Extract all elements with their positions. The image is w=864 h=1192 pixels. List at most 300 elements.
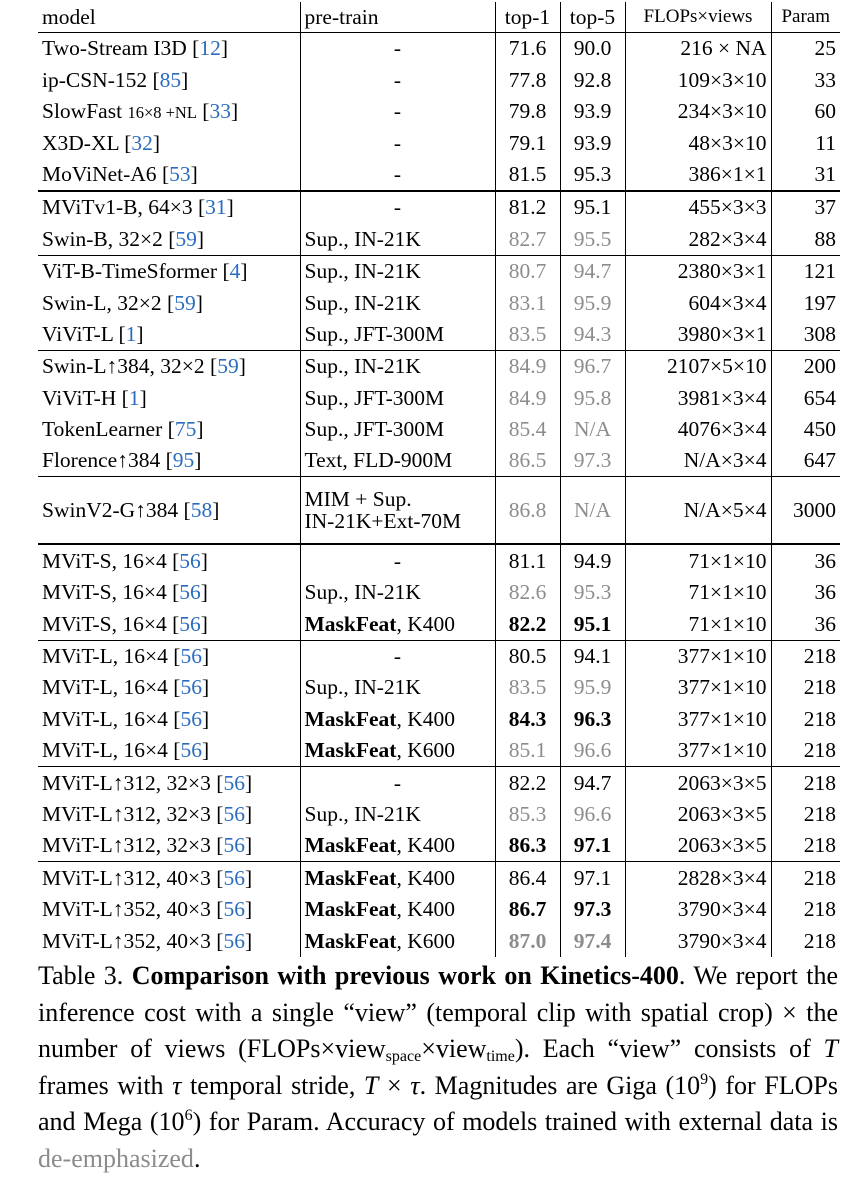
cell-flops: 109×3×10 — [625, 64, 771, 95]
cell-param: 11 — [771, 127, 840, 158]
cell-top5: 94.3 — [560, 319, 625, 351]
cell-model: MViT-L, 16×4 [56] — [42, 706, 210, 731]
cell-model: Two-Stream I3D [12] — [42, 36, 228, 61]
model-name: MViT-L↑312, 32×3 — [42, 802, 211, 826]
pretrain-text: , K400 — [396, 865, 455, 890]
cell-flops: 71×1×10 — [625, 608, 771, 640]
pretrain-method: MaskFeat — [304, 611, 397, 636]
cell-param: 36 — [771, 608, 840, 640]
cell-flops: 2063×3×5 — [625, 767, 771, 799]
cell-pretrain — [300, 33, 495, 65]
citation: 56 — [223, 770, 245, 795]
pretrain-text: - — [393, 67, 402, 92]
pretrain-text: - — [393, 161, 402, 186]
cell-top5: 96.6 — [560, 799, 625, 830]
results-table-container — [38, 2, 840, 957]
cell-flops: 377×1×10 — [625, 640, 771, 672]
cell-top1: 84.3 — [495, 703, 560, 734]
cell-top1: 86.4 — [495, 862, 560, 894]
cell-top5: 93.9 — [560, 96, 625, 127]
caption-title: Comparison with previous work on Kinetics-400 — [131, 961, 679, 990]
cell-model: MViTv1-B, 64×3 [31] — [38, 191, 300, 223]
cell-model: X3D-XL [32] — [42, 130, 161, 155]
cell-flops: 3790×3×4 — [625, 894, 771, 925]
cell-model: ViViT-H [1] — [42, 385, 147, 410]
cell-pretrain — [300, 477, 495, 545]
cell-model: Swin-L↑384, 32×2 [59] — [38, 350, 300, 382]
cell-model: ViViT-L [1] — [42, 321, 144, 346]
cell-pretrain — [300, 64, 495, 95]
citation: 56 — [179, 548, 201, 573]
cell-param: 218 — [771, 767, 840, 799]
table-row — [38, 414, 840, 445]
pretrain-text: Sup., IN-21K — [304, 226, 421, 251]
cell-param: 218 — [771, 640, 840, 672]
cell-flops: 377×1×10 — [625, 703, 771, 734]
cell-model: MViT-L↑312, 32×3 [56] — [38, 767, 300, 799]
cell-param: 60 — [771, 96, 840, 127]
cell-top1: 83.5 — [495, 319, 560, 351]
table-caption: Table 3. Comparison with previous work on Kinetics-400. We report the inference cost with a single “view” (temporal clip with spatial crop) × the number of views (FLOPs×view$_{space}$×view$_{time}$). Each “view” consists of T frames with τ temporal stride, T × τ. Magnitudes are Giga $(10^9)$ for FLOPs and Mega $(10^6)$ for Param. Accuracy of models trained with external data is de-emphasized. — [38, 961, 839, 1173]
table-row — [38, 96, 840, 127]
cell-pretrain — [300, 414, 495, 445]
cell-flops: 3981×3×4 — [625, 382, 771, 413]
cell-param: 218 — [771, 799, 840, 830]
cell-model: MViT-L↑352, 40×3 [56] — [42, 928, 253, 953]
cell-top5: 95.9 — [560, 672, 625, 703]
model-name: SlowFast — [42, 99, 123, 124]
model-name: Swin-B, 32×2 — [42, 226, 163, 251]
cell-flops: 3980×3×1 — [625, 319, 771, 351]
model-name: MViT-L↑312, 32×3 — [42, 833, 211, 858]
caption-label: Table 3. — [38, 961, 124, 990]
cell-top1: 79.1 — [495, 127, 560, 158]
pretrain-text: , K400 — [396, 611, 455, 636]
cell-param: 218 — [771, 672, 840, 703]
cell-flops: N/A×5×4 — [625, 477, 771, 545]
cell-param: 218 — [771, 925, 840, 956]
cell-flops: 4076×3×4 — [625, 414, 771, 445]
model-name: MViT-S, 16×4 — [42, 611, 167, 636]
cell-pretrain — [300, 255, 495, 287]
model-name: MViT-L↑352, 40×3 — [42, 928, 211, 953]
cell-top5: 95.3 — [560, 159, 625, 191]
cell-pretrain — [300, 799, 495, 830]
header-model: model — [38, 2, 300, 33]
cell-top5: N/A — [560, 477, 625, 545]
pretrain-text: - — [393, 548, 402, 573]
citation: 95 — [172, 448, 195, 473]
cell-flops: N/A×3×4 — [625, 445, 771, 477]
cell-top5: 97.4 — [560, 925, 625, 956]
cell-top1: 85.1 — [495, 735, 560, 767]
cell-flops: 2380×3×1 — [625, 255, 771, 287]
cell-top5: N/A — [560, 414, 625, 445]
pretrain-text: , K400 — [396, 706, 455, 731]
pretrain-text: , K600 — [396, 928, 455, 953]
citation: 56 — [179, 580, 201, 605]
table-row — [38, 735, 840, 767]
table-row — [38, 350, 840, 382]
cell-top1: 86.5 — [495, 445, 560, 477]
table-row — [38, 672, 840, 703]
header-param: Param — [771, 2, 840, 33]
cell-model: MViT-L↑312, 32×3 [56] — [42, 833, 253, 858]
citation: 56 — [223, 833, 245, 858]
cell-top5: 94.7 — [560, 255, 625, 287]
cell-top1: 80.7 — [495, 255, 560, 287]
pretrain-method: MaskFeat — [304, 928, 397, 953]
cell-pretrain — [300, 96, 495, 127]
cell-flops: 234×3×10 — [625, 96, 771, 127]
cell-top5: 95.8 — [560, 382, 625, 413]
results-table — [38, 2, 840, 957]
cell-top5: 94.7 — [560, 767, 625, 799]
cell-top5: 97.1 — [560, 862, 625, 894]
cell-param: 25 — [771, 33, 840, 65]
citation: 56 — [223, 802, 245, 826]
citation: 32 — [131, 130, 153, 155]
cell-model: SwinV2-G↑384 [58] — [38, 477, 300, 545]
cell-top5: 96.7 — [560, 350, 625, 382]
table-row — [38, 640, 840, 672]
table-row — [38, 544, 840, 576]
pretrain-text: Sup., JFT-300M — [304, 385, 445, 410]
model-name: ViViT-L — [42, 321, 114, 346]
cell-top1: 86.7 — [495, 894, 560, 925]
cell-top5: 97.1 — [560, 830, 625, 862]
cell-model: Swin-L, 32×2 [59] — [42, 290, 203, 315]
model-name: ViT-B-TimeSformer — [42, 259, 218, 284]
pretrain-method: MaskFeat — [304, 833, 397, 858]
pretrain-text: , K400 — [396, 833, 455, 858]
cell-flops: 604×3×4 — [625, 287, 771, 318]
cell-flops: 2107×5×10 — [625, 350, 771, 382]
cell-top5: 97.3 — [560, 894, 625, 925]
cell-top5: 95.1 — [560, 608, 625, 640]
model-name: Two-Stream I3D — [42, 36, 187, 61]
cell-model: TokenLearner [75] — [42, 417, 204, 442]
cell-flops: 48×3×10 — [625, 127, 771, 158]
cell-pretrain — [300, 319, 495, 351]
model-name: MViT-L, 16×4 — [42, 644, 168, 669]
cell-pretrain — [300, 223, 495, 255]
table-row — [38, 894, 840, 925]
table-row — [38, 477, 840, 545]
cell-param: 3000 — [771, 477, 840, 545]
table-row — [38, 382, 840, 413]
table-row — [38, 445, 840, 477]
cell-top1: 82.2 — [495, 767, 560, 799]
cell-top5: 94.1 — [560, 640, 625, 672]
cell-param: 197 — [771, 287, 840, 318]
table-row — [38, 830, 840, 862]
cell-param: 200 — [771, 350, 840, 382]
cell-pretrain — [300, 672, 495, 703]
citation: 56 — [223, 928, 245, 953]
citation: 53 — [169, 161, 191, 186]
model-name: MViT-L↑352, 40×3 — [42, 897, 211, 922]
cell-pretrain — [300, 191, 495, 223]
cell-top5: 97.3 — [560, 445, 625, 477]
cell-top5: 96.3 — [560, 703, 625, 734]
table-body — [38, 33, 840, 957]
table-row — [38, 703, 840, 734]
cell-param: 33 — [771, 64, 840, 95]
cell-param: 218 — [771, 703, 840, 734]
table-row — [38, 191, 840, 223]
cell-model: ip-CSN-152 [85] — [42, 67, 189, 92]
pretrain-text: - — [393, 36, 402, 61]
cell-pretrain — [300, 127, 495, 158]
cell-top1: 85.4 — [495, 414, 560, 445]
citation: 59 — [217, 354, 239, 379]
cell-pretrain — [300, 445, 495, 477]
citation: 56 — [180, 644, 202, 669]
table-row — [38, 287, 840, 318]
cell-model: SlowFast 16×8 +NL [33] — [42, 99, 239, 124]
cell-param: 88 — [771, 223, 840, 255]
model-name: MViT-S, 16×4 — [42, 580, 167, 605]
pretrain-text: Sup., IN-21K — [304, 259, 421, 284]
cell-pretrain — [300, 577, 495, 608]
header-flops: FLOPs×views — [625, 2, 771, 33]
citation: 59 — [174, 290, 196, 315]
cell-top1: 86.3 — [495, 830, 560, 862]
cell-flops: 282×3×4 — [625, 223, 771, 255]
cell-top1: 83.1 — [495, 287, 560, 318]
table-row — [38, 127, 840, 158]
cell-top5: 92.8 — [560, 64, 625, 95]
cell-pretrain — [300, 862, 495, 894]
pretrain-method: MaskFeat — [304, 865, 397, 890]
pretrain-text: - — [393, 99, 402, 124]
model-name: MViTv1-B, 64×3 — [42, 195, 193, 220]
cell-top1: 81.5 — [495, 159, 560, 191]
citation: 85 — [159, 67, 182, 92]
cell-param: 218 — [771, 862, 840, 894]
table-row — [38, 33, 840, 65]
cell-param: 450 — [771, 414, 840, 445]
model-name: Florence↑384 — [42, 448, 161, 473]
cell-model: MViT-L, 16×4 [56] — [42, 675, 210, 700]
cell-top1: 80.5 — [495, 640, 560, 672]
cell-flops: 216 × NA — [625, 33, 771, 65]
cell-param: 218 — [771, 830, 840, 862]
cell-top5: 96.6 — [560, 735, 625, 767]
cell-top1: 81.1 — [495, 544, 560, 576]
pretrain-text: Sup., JFT-300M — [304, 417, 445, 442]
cell-pretrain — [300, 767, 495, 799]
cell-top1: 77.8 — [495, 64, 560, 95]
cell-pretrain — [300, 287, 495, 318]
cell-pretrain — [300, 735, 495, 767]
model-name: MViT-L, 16×4 — [42, 675, 168, 700]
cell-pretrain — [300, 608, 495, 640]
citation: 56 — [180, 675, 202, 700]
cell-model: MViT-S, 16×4 [56] — [42, 580, 208, 605]
pretrain-text: Sup., IN-21K — [304, 802, 421, 826]
header-row — [38, 2, 840, 33]
table-row — [38, 767, 840, 799]
cell-param: 36 — [771, 577, 840, 608]
citation: 58 — [190, 498, 213, 523]
cell-pretrain — [300, 544, 495, 576]
cell-param: 31 — [771, 159, 840, 191]
pretrain-text: , K400 — [396, 897, 455, 922]
pretrain-method: MaskFeat — [304, 897, 397, 922]
pretrain-text: - — [393, 130, 402, 155]
citation: 56 — [223, 865, 245, 890]
citation: 56 — [180, 738, 202, 763]
model-name: Swin-L↑384, 32×2 — [42, 354, 205, 379]
cell-param: 308 — [771, 319, 840, 351]
cell-flops: 377×1×10 — [625, 672, 771, 703]
cell-model: MViT-L↑312, 32×3 [56] — [42, 802, 253, 826]
cell-top1: 84.9 — [495, 382, 560, 413]
cell-pretrain — [300, 350, 495, 382]
cell-model: Swin-B, 32×2 [59] — [42, 226, 205, 251]
caption-deemphasized: de-emphasized — [38, 1143, 194, 1173]
table-row — [38, 608, 840, 640]
cell-flops: 2828×3×4 — [625, 862, 771, 894]
header-pretrain: pre-train — [300, 2, 495, 33]
citation: 75 — [174, 417, 197, 442]
model-name: Swin-L, 32×2 — [42, 290, 162, 315]
cell-top1: 85.3 — [495, 799, 560, 830]
model-name: SwinV2-G↑384 — [42, 498, 179, 523]
cell-flops: 455×3×3 — [625, 191, 771, 223]
cell-top1: 81.2 — [495, 191, 560, 223]
cell-model: MViT-L↑312, 40×3 [56] — [38, 862, 300, 894]
cell-top5: 94.9 — [560, 544, 625, 576]
pretrain-text: - — [393, 770, 402, 795]
cell-top5: 95.1 — [560, 191, 625, 223]
citation: 56 — [179, 611, 201, 636]
model-name: MViT-S, 16×4 — [42, 548, 167, 573]
cell-top5: 90.0 — [560, 33, 625, 65]
pretrain-text: Sup., IN-21K — [304, 354, 421, 379]
pretrain-text: , K600 — [396, 738, 455, 763]
cell-top1: 87.0 — [495, 925, 560, 956]
cell-flops: 2063×3×5 — [625, 830, 771, 862]
cell-flops: 71×1×10 — [625, 544, 771, 576]
pretrain-text: Text, FLD-900M — [304, 448, 453, 473]
pretrain-method: MaskFeat — [304, 738, 397, 763]
cell-model: MViT-S, 16×4 [56] — [42, 611, 208, 636]
cell-model: MViT-L↑352, 40×3 [56] — [42, 897, 253, 922]
cell-top1: 84.9 — [495, 350, 560, 382]
table-row — [38, 64, 840, 95]
model-name: ViViT-H — [42, 385, 117, 410]
cell-param: 647 — [771, 445, 840, 477]
cell-pretrain — [300, 640, 495, 672]
model-suffix: 16×8 +NL — [127, 103, 197, 123]
cell-param: 121 — [771, 255, 840, 287]
cell-flops: 377×1×10 — [625, 735, 771, 767]
cell-top1: 82.6 — [495, 577, 560, 608]
cell-pretrain — [300, 925, 495, 956]
pretrain-text-line2: IN-21K+Ext-70M — [304, 509, 462, 534]
model-name: X3D-XL — [42, 130, 119, 155]
cell-flops: 386×1×1 — [625, 159, 771, 191]
table-row — [38, 223, 840, 255]
cell-pretrain — [300, 830, 495, 862]
cell-param: 36 — [771, 544, 840, 576]
pretrain-text: Sup., IN-21K — [304, 580, 421, 605]
cell-pretrain — [300, 894, 495, 925]
table-row — [38, 862, 840, 894]
citation: 4 — [229, 259, 241, 284]
cell-pretrain — [300, 159, 495, 191]
cell-top5: 93.9 — [560, 127, 625, 158]
cell-top1: 82.7 — [495, 223, 560, 255]
table-row — [38, 799, 840, 830]
citation: 33 — [209, 99, 231, 124]
cell-top1: 86.8 — [495, 477, 560, 545]
cell-pretrain — [300, 703, 495, 734]
model-name: MViT-L↑312, 40×3 — [42, 865, 211, 890]
citation: 56 — [180, 706, 202, 731]
cell-top1: 82.2 — [495, 608, 560, 640]
citation: 31 — [205, 195, 227, 220]
citation: 1 — [128, 385, 140, 410]
cell-flops: 71×1×10 — [625, 577, 771, 608]
cell-top5: 95.3 — [560, 577, 625, 608]
model-name: ip-CSN-152 — [42, 67, 148, 92]
cell-flops: 2063×3×5 — [625, 799, 771, 830]
cell-model: MViT-S, 16×4 [56] — [38, 544, 300, 576]
table-row — [38, 577, 840, 608]
model-name: MViT-L, 16×4 — [42, 738, 168, 763]
table-row — [38, 255, 840, 287]
cell-param: 37 — [771, 191, 840, 223]
header-top5: top-5 — [560, 2, 625, 33]
cell-param: 218 — [771, 735, 840, 767]
pretrain-text: - — [393, 195, 402, 220]
pretrain-text: MIM + Sup. — [304, 486, 412, 511]
citation: 12 — [199, 36, 221, 61]
pretrain-method: MaskFeat — [304, 706, 397, 731]
model-name: TokenLearner — [42, 417, 163, 442]
model-name: MoViNet-A6 — [42, 161, 157, 186]
citation: 56 — [223, 897, 245, 922]
table-row — [38, 925, 840, 956]
model-name: MViT-L↑312, 32×3 — [42, 770, 211, 795]
cell-model: Florence↑384 [95] — [42, 448, 202, 473]
model-name: MViT-L, 16×4 — [42, 706, 168, 731]
pretrain-text: Sup., IN-21K — [304, 290, 421, 315]
table-row — [38, 319, 840, 351]
cell-param: 218 — [771, 894, 840, 925]
header-top1: top-1 — [495, 2, 560, 33]
cell-pretrain — [300, 382, 495, 413]
cell-param: 654 — [771, 382, 840, 413]
pretrain-text: Sup., JFT-300M — [304, 321, 445, 346]
pretrain-text: Sup., IN-21K — [304, 675, 421, 700]
cell-flops: 3790×3×4 — [625, 925, 771, 956]
pretrain-text: - — [393, 644, 402, 669]
cell-top1: 83.5 — [495, 672, 560, 703]
cell-top1: 71.6 — [495, 33, 560, 65]
citation: 1 — [125, 321, 137, 346]
cell-model: ViT-B-TimeSformer [4] — [38, 255, 300, 287]
table-row — [38, 159, 840, 191]
cell-model: MViT-L, 16×4 [56] — [42, 738, 210, 763]
cell-model: MoViNet-A6 [53] — [42, 161, 198, 186]
cell-top5: 95.9 — [560, 287, 625, 318]
cell-model: MViT-L, 16×4 [56] — [38, 640, 300, 672]
